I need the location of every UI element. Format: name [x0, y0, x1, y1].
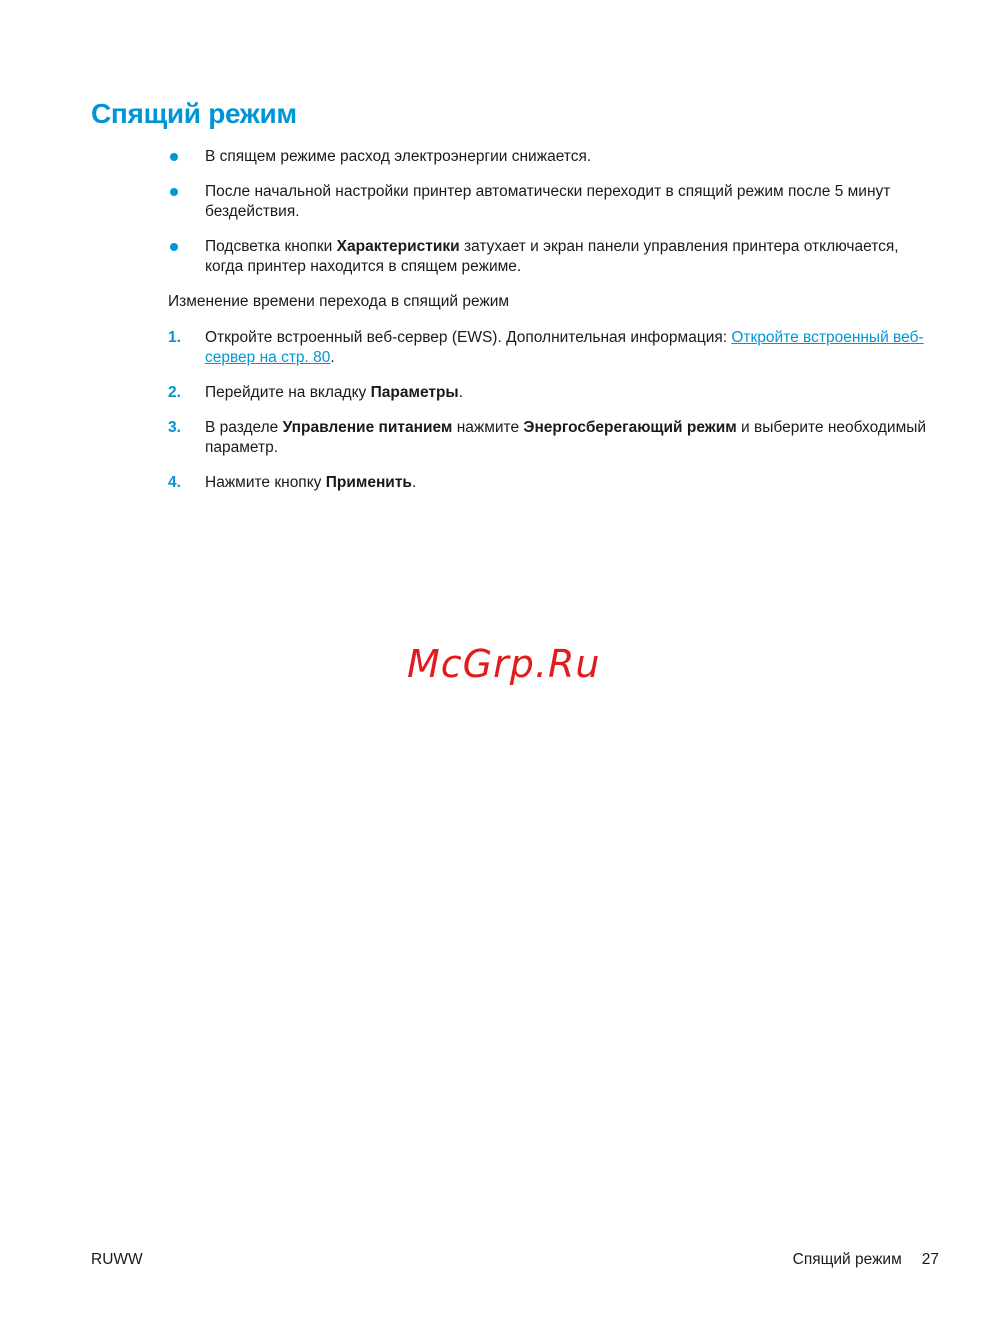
step-number: 2.	[168, 384, 181, 401]
watermark: McGrp.Ru	[407, 642, 601, 686]
step-text-bold: Применить	[325, 474, 412, 491]
step-text-post: .	[411, 474, 417, 491]
bullet-list	[168, 147, 938, 292]
bullet-icon	[170, 153, 178, 161]
step-item	[168, 473, 938, 493]
page-number: 27	[921, 1251, 939, 1268]
step-text-mid: нажмите	[452, 419, 524, 436]
step-number: 4.	[168, 474, 181, 491]
page-title: Спящий режим	[91, 98, 297, 129]
step-text-pre: Нажмите кнопку	[205, 474, 326, 491]
step-number: 1.	[168, 329, 181, 346]
step-item	[168, 418, 938, 458]
step-text-bold: Энергосберегающий режим	[523, 419, 737, 436]
footer-right	[793, 1251, 939, 1269]
step-text-pre: Перейдите на вкладку	[205, 384, 371, 401]
list-item	[168, 237, 938, 277]
step-item	[168, 328, 938, 368]
footer-section: Спящий режим	[792, 1251, 902, 1268]
bullet-text-bold: Характеристики	[336, 238, 460, 255]
step-text-post: .	[458, 384, 463, 401]
step-item	[168, 383, 938, 403]
bullet-text-post: затухает и экран панели управления принтера отключается, когда принтер находится в спящем режиме.	[205, 238, 899, 275]
ews-link[interactable]: Откройте встроенный веб-сервер на стр. 80	[205, 329, 924, 366]
step-text-post: и выберите необходимый параметр.	[205, 419, 927, 456]
steps-list	[168, 328, 938, 508]
bullet-text-pre: Подсветка кнопки	[205, 238, 337, 255]
step-text-post: .	[330, 349, 335, 366]
bullet-text: После начальной настройки принтер автоматически переходит в спящий режим после 5 минут бездействия.	[205, 183, 891, 220]
procedure-intro: Изменение времени перехода в спящий режим	[168, 293, 510, 310]
step-text-pre: Откройте встроенный веб-сервер (EWS). Дополнительная информация:	[205, 329, 732, 346]
footer-locale: RUWW	[91, 1251, 143, 1268]
bullet-icon	[170, 188, 178, 196]
bullet-icon	[170, 243, 178, 251]
list-item	[168, 147, 938, 167]
list-item	[168, 182, 938, 222]
step-number: 3.	[168, 419, 181, 436]
bullet-text: В спящем режиме расход электроэнергии снижается.	[205, 148, 592, 165]
step-text-pre: В разделе	[205, 419, 283, 436]
step-text-bold: Параметры	[370, 384, 459, 401]
step-text-bold: Управление питанием	[282, 419, 453, 436]
